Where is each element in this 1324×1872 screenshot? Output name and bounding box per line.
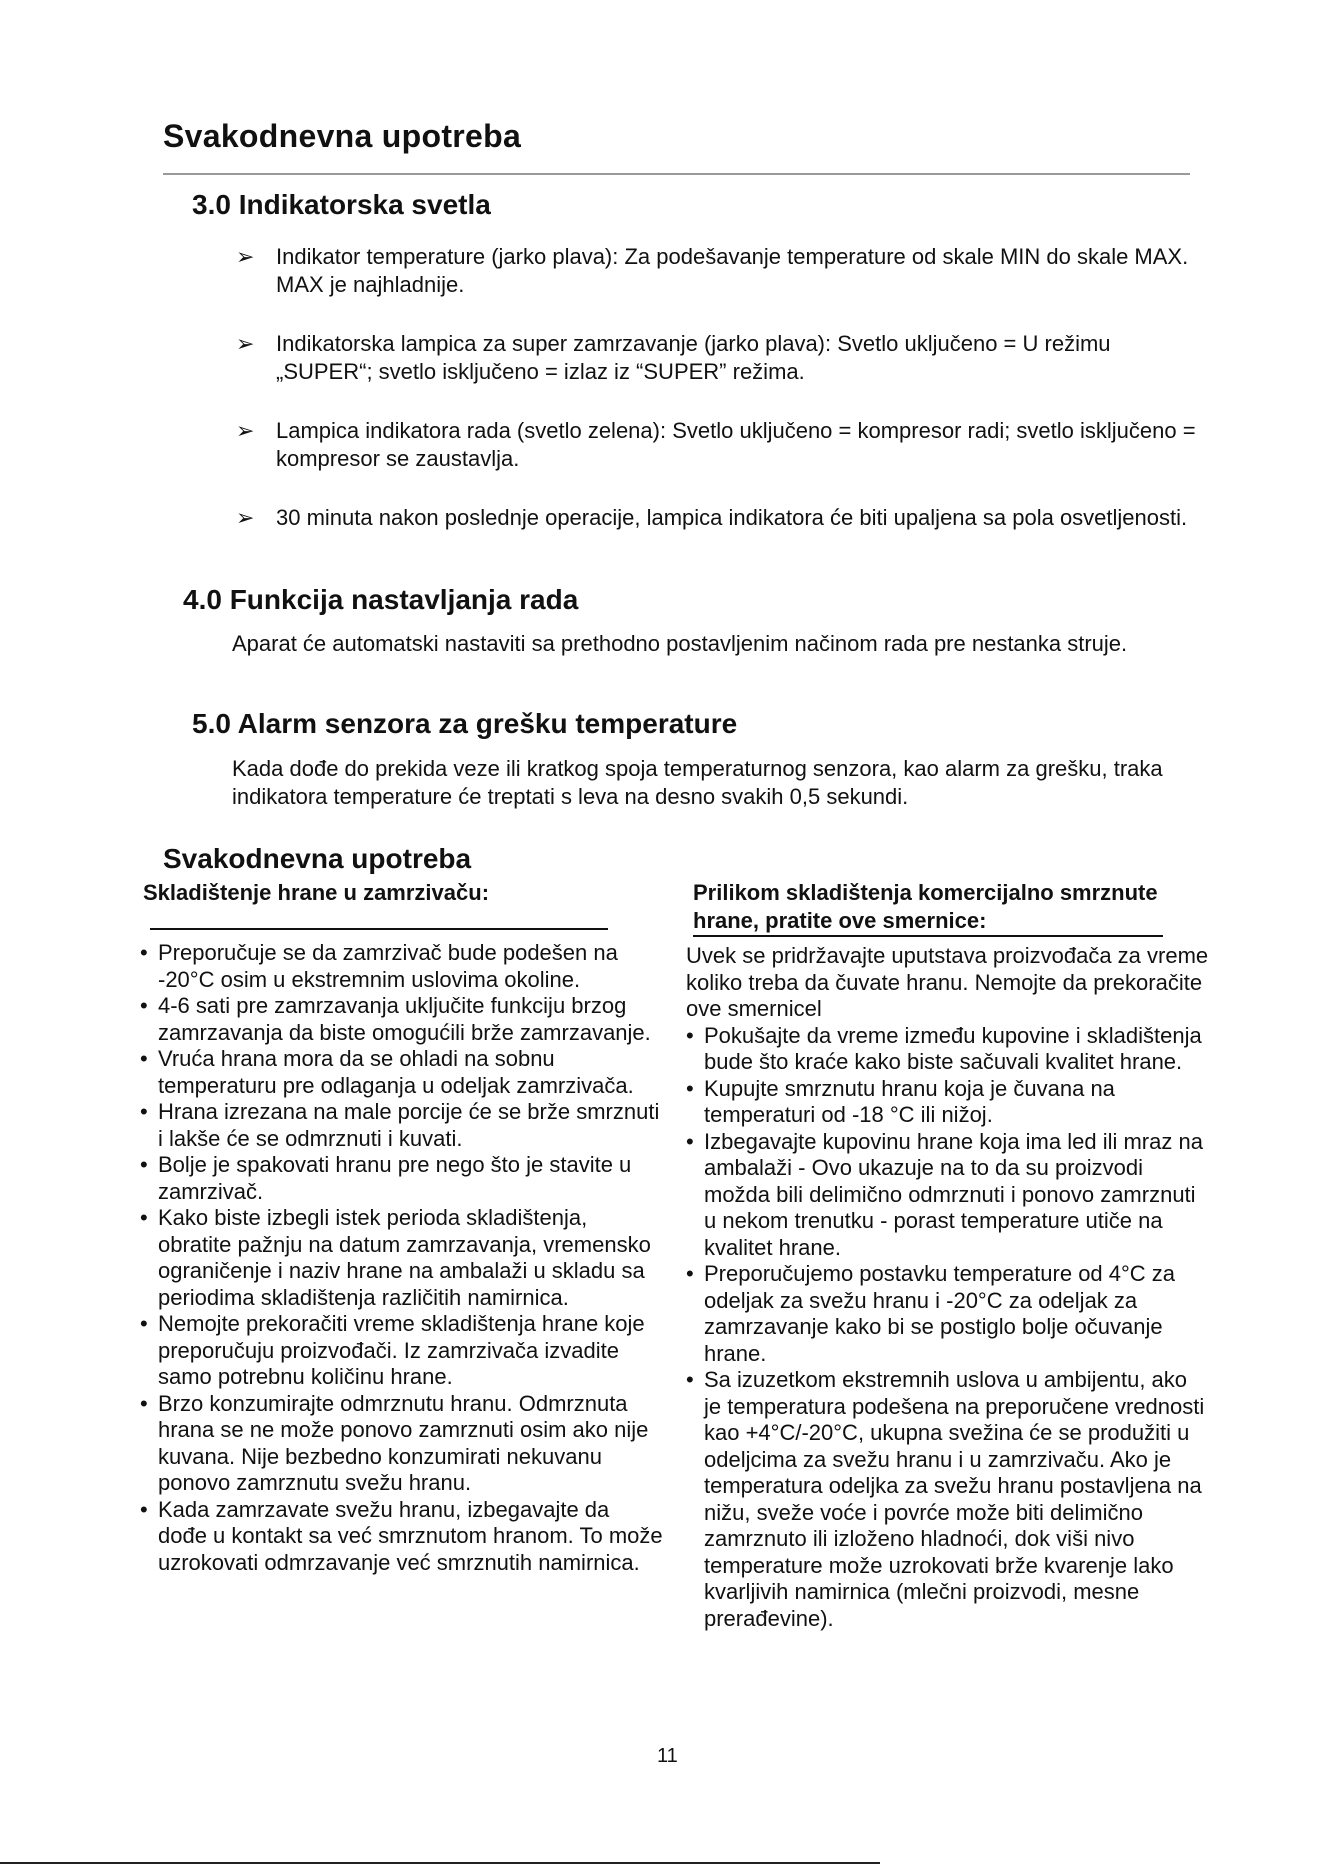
bullet-dot-icon: •: [140, 1099, 148, 1124]
right-column-heading: Prilikom skladištenja komercijalno smrznute hrane, pratite ove smernice:: [693, 880, 1158, 933]
list-item-text: Preporučuje se da zamrzivač bude podešen na -20°C osim u ekstremnim uslovima okoline.: [158, 940, 618, 992]
left-heading-rule: [150, 928, 608, 930]
list-item: [236, 504, 1196, 532]
list-item: [236, 417, 1196, 473]
left-column-list: [140, 940, 664, 1576]
list-item: [140, 1046, 664, 1099]
section-4-title: 4.0 Funkcija nastavljanja rada: [183, 584, 579, 615]
list-item-text: Kako biste izbegli istek perioda skladištenja, obratite pažnju na datum zamrzavanja, vremensko ograničenje i naziv hrane na ambalaži u skladu sa periodima skladištenja različitih namirnica.: [158, 1205, 651, 1310]
bullet-dot-icon: •: [686, 1261, 694, 1286]
bullet-dot-icon: •: [140, 1496, 148, 1522]
bullet-dot-icon: •: [140, 1205, 148, 1230]
list-item: [140, 993, 664, 1046]
bullet-dot-icon: •: [140, 1046, 148, 1071]
list-item: [140, 1311, 664, 1391]
list-item: [686, 1367, 1210, 1632]
list-item-text: Sa izuzetkom ekstremnih uslova u ambijentu, ako je temperatura podešena na preporučene vrednosti kao +4°C/-20°C, ukupna svežina će se produžiti u odeljcima za svežu hranu i u zamrzivaču. Ako je temperatura odeljka za svežu hranu postavljena na nižu, sveže voće i povrće može biti delimično zamrznuto ili izloženo hladnoći, dok viši nivo temperature može uzrokovati brže kvarenje lako kvarljivih namirnica (mlečni proizvodi, mesne prerađevine).: [704, 1367, 1205, 1631]
list-item: [686, 1261, 1210, 1367]
arrow-bullet-icon: ➢: [236, 505, 255, 530]
section-3-title: 3.0 Indikatorska svetla: [192, 189, 491, 220]
list-item-text: 4-6 sati pre zamrzavanja uključite funkciju brzog zamrzavanja da biste omogućili brže zamrzavanje.: [158, 993, 651, 1045]
list-item: [140, 1497, 664, 1577]
arrow-bullet-icon: ➢: [236, 244, 255, 269]
list-item-text: Hrana izrezana na male porcije će se brže smrznuti i lakše će se odmrznuti i kuvati.: [158, 1099, 660, 1151]
list-item-text: Izbegavajte kupovinu hrane koja ima led ili mraz na ambalaži - Ovo ukazuje na to da su proizvodi možda bili delimično odmrznuti i ponovo zamrznuti u nekom trenutku - porast temperature utiče na kvalitet hrane.: [704, 1128, 1203, 1260]
section-3-bullets: [236, 243, 1196, 532]
list-item: [140, 1205, 664, 1311]
list-item-text: Pokušajte da vreme između kupovine i skladištenja bude što kraće kako biste sačuvali kvalitet hrane.: [704, 1022, 1202, 1074]
bullet-dot-icon: •: [140, 940, 148, 965]
list-item-text: Nemojte prekoračiti vreme skladištenja hrane koje preporučuju proizvođači. Iz zamrzivača izvadite samo potrebnu količinu hrane.: [158, 1311, 645, 1389]
left-column-heading: Skladištenje hrane u zamrzivaču:: [143, 880, 490, 905]
list-item-text: Brzo konzumirajte odmrznutu hranu. Odmrznuta hrana se ne može ponovo zamrznuti osim ako nije kuvana. Nije bezbedno konzumirati nekuvanu ponovo zamrznutu svežu hranu.: [158, 1390, 649, 1495]
arrow-bullet-icon: ➢: [236, 331, 255, 356]
list-item: [686, 1023, 1210, 1076]
list-item: [140, 1152, 664, 1205]
footer-rule: [0, 1862, 880, 1864]
list-item-text: Preporučujemo postavku temperature od 4°C za odeljak za svežu hranu i -20°C za odeljak za zamrzavanje kako bi se postiglo bolje očuvanje hrane.: [704, 1261, 1176, 1366]
section-5-text: Kada dođe do prekida veze ili kratkog spoja temperaturnog senzora, kao alarm za grešku, traka indikatora temperature će treptati s leva na desno svakih 0,5 sekundi.: [232, 756, 1163, 809]
list-item-text: Kupujte smrznutu hranu koja je čuvana na temperaturi od -18 °C ili nižoj.: [704, 1075, 1115, 1127]
arrow-bullet-icon: ➢: [236, 418, 255, 443]
bullet-dot-icon: •: [686, 1075, 694, 1101]
right-heading-rule: [693, 935, 1163, 937]
bullet-text: Lampica indikatora rada (svetlo zelena): Svetlo uključeno = kompresor radi; svetlo isključeno = kompresor se zaustavlja.: [276, 418, 1196, 471]
list-item: [140, 1391, 664, 1497]
list-item: [686, 1129, 1210, 1262]
bullet-dot-icon: •: [140, 1311, 148, 1336]
bullet-dot-icon: •: [140, 1390, 148, 1416]
bullet-text: Indikatorska lampica za super zamrzavanje (jarko plava): Svetlo uključeno = U režimu „SUPER“; svetlo isključeno = izlaz iz “SUPER” režima.: [276, 331, 1111, 384]
list-item-text: Bolje je spakovati hranu pre nego što je stavite u zamrzivač.: [158, 1152, 632, 1204]
right-column-body: [686, 943, 1210, 1632]
list-item-text: Kada zamrzavate svežu hranu, izbegavajte da dođe u kontakt sa već smrznutom hranom. To može uzrokovati odmrzavanje već smrznutih namirnica.: [158, 1496, 663, 1575]
list-item: [140, 1099, 664, 1152]
bullet-text: 30 minuta nakon poslednje operacije, lampica indikatora će biti upaljena sa pola osvetljenosti.: [276, 505, 1188, 530]
bullet-text: Indikator temperature (jarko plava): Za podešavanje temperature od skale MIN do skale MAX. MAX je najhladnije.: [276, 244, 1189, 297]
list-item: [686, 1076, 1210, 1129]
page-title: Svakodnevna upotreba: [163, 118, 522, 154]
section-5-title: 5.0 Alarm senzora za grešku temperature: [192, 708, 738, 739]
list-item: [236, 330, 1196, 386]
bullet-dot-icon: •: [686, 1367, 694, 1392]
bottom-title: Svakodnevna upotreba: [163, 843, 472, 874]
title-divider: [163, 173, 1190, 175]
list-item: [140, 940, 664, 993]
bullet-dot-icon: •: [140, 1152, 148, 1177]
list-item-text: Vruća hrana mora da se ohladi na sobnu temperaturu pre odlaganja u odeljak zamrzivača.: [158, 1046, 634, 1098]
bullet-dot-icon: •: [686, 1022, 694, 1048]
right-column-intro: Uvek se pridržavajte uputstava proizvođača za vreme koliko treba da čuvate hranu. Nemojte da prekoračite ove smernicel: [686, 943, 1209, 1021]
bullet-dot-icon: •: [140, 993, 148, 1018]
list-item: [236, 243, 1196, 299]
section-4-text: Aparat će automatski nastaviti sa prethodno postavljenim načinom rada pre nestanka struje.: [232, 631, 1128, 656]
bullet-dot-icon: •: [686, 1128, 694, 1154]
page-number: 11: [657, 1745, 678, 1767]
